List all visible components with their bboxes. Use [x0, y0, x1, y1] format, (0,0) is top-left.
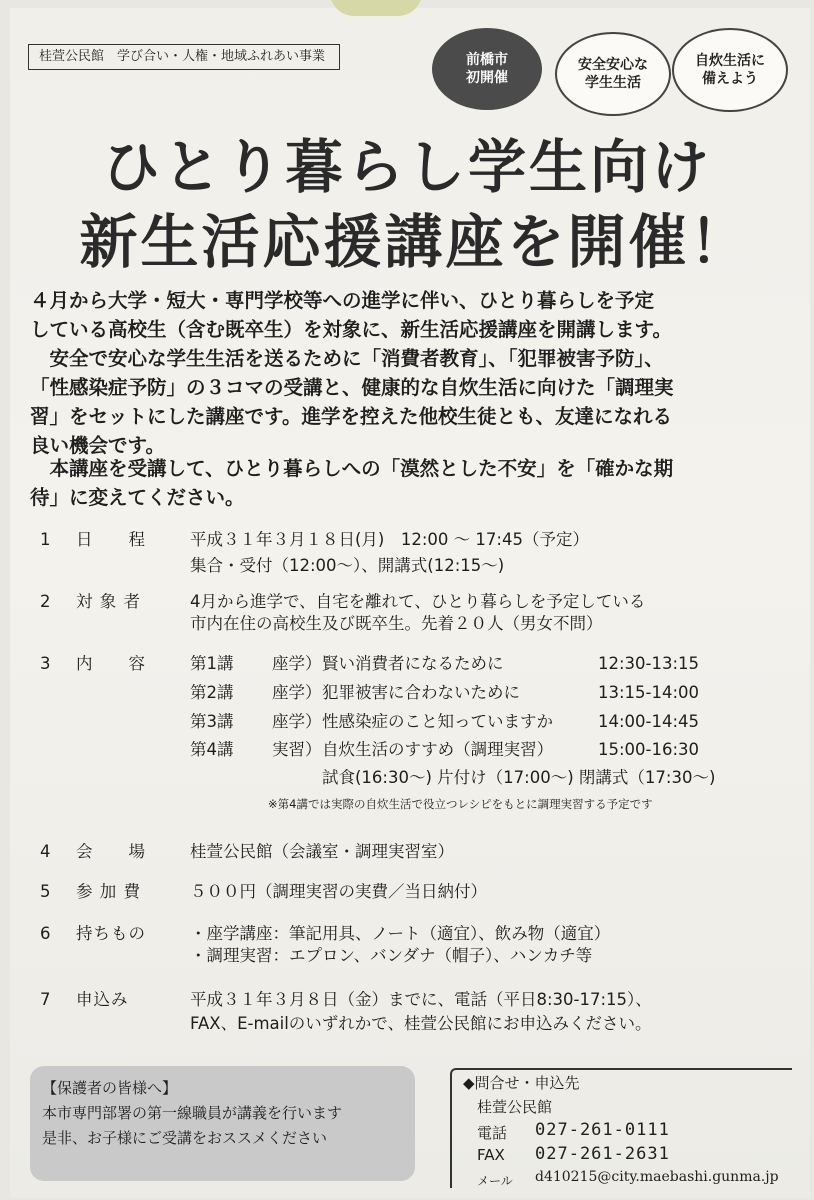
- item-label: 日 程: [76, 530, 146, 549]
- lecture-type: 実習）: [272, 740, 322, 759]
- guardian-heading: 【保護者の皆様へ】: [42, 1079, 178, 1097]
- bubble-safe-life: 安全安心な 学生生活: [555, 32, 671, 116]
- lecture-time: 15:00-16:30: [598, 740, 700, 759]
- contact-name: 桂萱公民館: [477, 1098, 553, 1116]
- guardian-line-1: 本市専門部署の第一線職員が講義を行います: [42, 1104, 343, 1122]
- tel-number: 027-261-0111: [535, 1120, 670, 1140]
- item-value: 平成３１年３月１８日(月) 12:00 ～ 17:45（予定）: [190, 530, 589, 549]
- magnet: [330, 0, 422, 16]
- mail-label: メール: [477, 1174, 513, 1188]
- tel-label: 電話: [477, 1124, 508, 1142]
- lecture-title: 犯罪被害に合わないために: [322, 683, 520, 702]
- lecture-number: 第3講: [190, 712, 234, 731]
- item-value-2: FAX、E-mailのいずれかで、桂萱公民館にお申込みください。: [190, 1014, 652, 1033]
- item-number: 3: [40, 654, 51, 673]
- item-number: 7: [40, 990, 51, 1009]
- item-label: 内 容: [76, 654, 146, 673]
- item-value-2: ・調理実習：エプロン、バンダナ（帽子）、ハンカチ等: [190, 946, 593, 965]
- lecture-number: 第1講: [190, 654, 234, 673]
- contact-heading: ◆問合せ・申込先: [463, 1074, 580, 1092]
- item-label: 申込み: [76, 990, 129, 1009]
- header-label: 桂萱公民館 学び合い・人権・地域ふれあい事業: [28, 44, 340, 70]
- lecture-title: 賢い消費者になるために: [322, 654, 504, 673]
- item-number: 6: [40, 924, 51, 943]
- guardian-line-2: 是非、お子様にご受講をおススメください: [42, 1129, 328, 1147]
- item-value: 4月から進学で、自宅を離れて、ひとり暮らしを予定している: [190, 592, 646, 611]
- lecture-note: ※第4講では実際の自炊生活で役立つレシピをもとに調理実習する予定です: [268, 797, 653, 811]
- item-number: 2: [40, 592, 51, 611]
- lecture-title: 性感染症のこと知っていますか: [322, 712, 553, 731]
- item-label: 会 場: [76, 842, 146, 861]
- lecture-type: 座学）: [272, 654, 322, 673]
- lecture-title: 自炊生活のすすめ（調理実習）: [322, 740, 554, 759]
- title-line-1: ひとり暮らし学生向け: [101, 133, 712, 201]
- item-label: 対 象 者: [76, 592, 141, 611]
- item-number: 5: [40, 882, 51, 901]
- item-value: ・座学講座：筆記用具、ノート（適宜）、飲み物（適宜）: [190, 924, 611, 943]
- intro-paragraph-2: 本講座を受講して、ひとり暮らしへの「漠然とした不安」を「確かな期 待」に変えてください。: [30, 457, 674, 509]
- lecture-time: 14:00-14:45: [598, 712, 700, 731]
- item-value: ５００円（調理実習の実費／当日納付）: [190, 882, 487, 901]
- item-value-2: 市内在住の高校生及び既卒生。先着２０人（男女不問）: [190, 614, 603, 633]
- item-number: 1: [40, 530, 51, 549]
- lecture-time: 12:30-13:15: [598, 654, 700, 673]
- bubble-first-time: 前橋市 初開催: [432, 28, 542, 110]
- mail-address[interactable]: d410215@city.maebashi.gunma.jp: [535, 1169, 779, 1185]
- intro-paragraph: ４月から大学・短大・専門学校等への進学に伴い、ひとり暮らしを予定 している高校生（含む既卒生）を対象に、新生活応援講座を開講します。 安全で安心な学生生活を送るために「消費者教育」、「犯罪被害予防」、 「性感染症予防」の３コマの受講と、健康的な自炊生活に向けた「調理実 習」をセットにした講座です。進学を控えた他校生徒とも、友達になれる 良い機会です。: [30, 289, 674, 457]
- fax-number: 027-261-2631: [535, 1144, 670, 1164]
- item-number: 4: [40, 842, 51, 861]
- item-value-2: 集合・受付（12:00～）、開講式(12:15～): [190, 556, 505, 575]
- closing-schedule: 試食(16:30～) 片付け（17:00～) 閉講式（17:30～): [322, 768, 716, 787]
- lecture-time: 13:15-14:00: [598, 683, 700, 702]
- bubble-cooking: 自炊生活に 備えよう: [672, 28, 788, 112]
- item-value: 桂萱公民館（会議室・調理実習室）: [190, 842, 454, 861]
- item-label: 参 加 費: [76, 882, 141, 901]
- guardian-message-box: [30, 1066, 415, 1181]
- fax-label: FAX: [477, 1146, 505, 1164]
- lecture-type: 座学）: [272, 683, 322, 702]
- lecture-number: 第2講: [190, 683, 234, 702]
- item-label: 持ちもの: [76, 924, 146, 943]
- lecture-type: 座学）: [272, 712, 322, 731]
- item-value: 平成３１年３月８日（金）までに、電話（平日8:30-17:15）、: [190, 990, 652, 1009]
- title-line-2: 新生活応援講座を開催！: [79, 208, 751, 276]
- lecture-number: 第4講: [190, 740, 234, 759]
